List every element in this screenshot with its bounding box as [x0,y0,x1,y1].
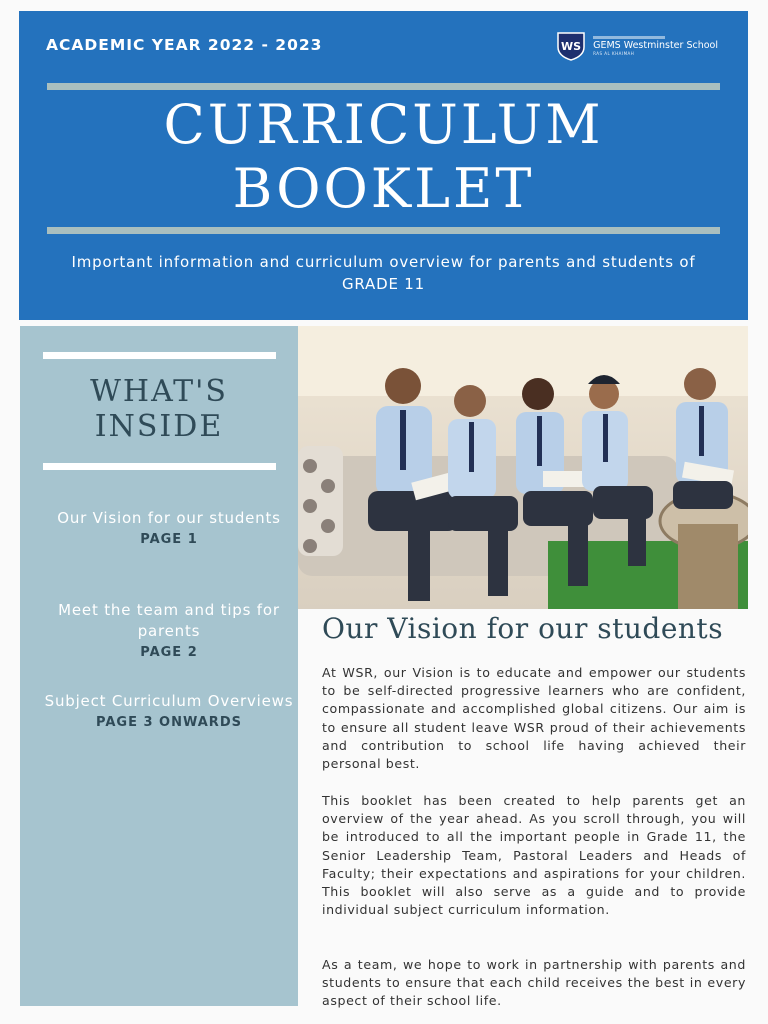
students-photo [298,326,748,609]
sidebar-divider-bottom [43,463,276,470]
toc-item-subjects [40,691,298,730]
vision-paragraph-1: At WSR, our Vision is to educate and empower our students to be self-directed progressive learners who are confident, compassionate and accomplished global citizens. Our aim is to ensure all student leave WSR proud of their achievements and contribution to school life having achieved their personal best. [322,665,746,772]
logo-arabic-script [593,36,665,39]
logo-name: GEMS Westminster School [593,39,718,51]
sidebar-heading-line-1: WHAT'S [90,374,228,409]
academic-year: ACADEMIC YEAR 2022 - 2023 [46,36,323,54]
vision-paragraph-3: As a team, we hope to work in partnership with parents and students to ensure that each child receives the best in every aspect of their school life. [322,957,746,1009]
toc-item-vision [40,508,298,547]
toc-item-label: Our Vision for our students [57,509,281,527]
vision-heading: Our Vision for our students [322,612,724,645]
header-subtitle: Important information and curriculum overview for parents and students of GRADE 11 [71,253,696,293]
sidebar-divider-top [43,352,276,359]
title-divider-bottom [47,227,720,234]
toc-item-page: PAGE 3 ONWARDS [96,715,242,730]
whats-inside-sidebar [20,326,298,1006]
sidebar-heading-line-2: INSIDE [94,409,224,444]
logo-mark: WS [561,40,582,53]
logo-location: RAS AL KHAIMAH [593,51,635,57]
ws-shield-icon [555,30,587,62]
vision-paragraph-2: This booklet has been created to help parents get an overview of the year ahead. As you scroll through, you will be introduced to all the important people in Grade 11, the Senior Leadership Team, Pastoral Leaders and Heads of Faculty; their expectations and aspirations for your children. This booklet will also serve as a guide and to provide individual subject curriculum information. [322,793,746,918]
toc-item-team [40,600,298,660]
title-divider-top [47,83,720,90]
toc-item-page: PAGE 2 [140,645,198,660]
sidebar-heading [20,374,298,444]
header-banner [19,11,748,320]
toc-item-label: Subject Curriculum Overviews [44,692,294,710]
cushion [298,446,343,556]
school-logo [555,30,718,62]
title-line-1: CURRICULUM [163,93,604,156]
title-line-2: BOOKLET [232,157,535,220]
toc-item-page: PAGE 1 [140,532,198,547]
toc-item-label: Meet the team and tips for parents [58,601,280,640]
